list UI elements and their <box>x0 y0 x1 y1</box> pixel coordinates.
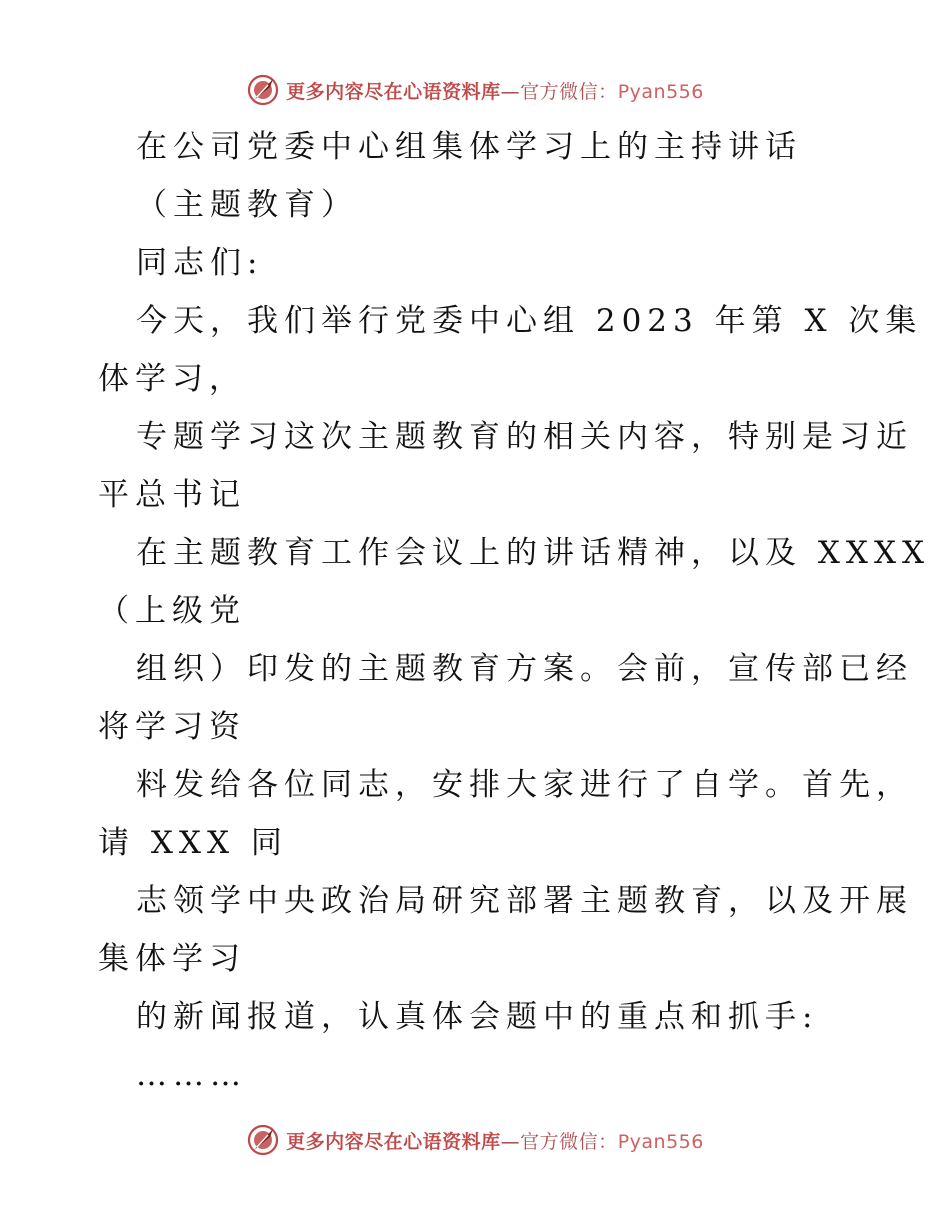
document-subtitle: （主题教育） <box>136 187 358 223</box>
footer-watermark-banner <box>0 1120 950 1160</box>
text-line: 将学习资 <box>98 709 246 745</box>
watermark-wechat-id: Pyan556 <box>617 80 704 103</box>
watermark-brand: 更多内容尽在心语资料库 <box>286 1130 501 1153</box>
watermark-wechat-label: 官方微信： <box>520 1130 618 1153</box>
ellipsis-line: ……… <box>136 1057 247 1093</box>
header-watermark-banner <box>0 70 950 110</box>
text-line: 组织）印发的主题教育方案。会前，宣传部已经 <box>136 651 913 687</box>
watermark-content <box>246 1123 704 1157</box>
quill-seal-logo-icon <box>246 1123 280 1157</box>
text-line: 料发给各位同志，安排大家进行了自学。首先， <box>136 767 913 803</box>
watermark-content <box>246 73 704 107</box>
watermark-text <box>286 1127 704 1154</box>
watermark-wechat-label: 官方微信： <box>520 80 618 103</box>
text-line: （上级党 <box>98 593 246 629</box>
text-line: 请 XXX 同 <box>98 825 288 861</box>
text-line: 集体学习 <box>98 941 246 977</box>
watermark-text <box>286 77 704 104</box>
text-line: 今天，我们举行党委中心组 2023 年第 X 次集 <box>136 303 923 339</box>
watermark-dash: — <box>500 1130 521 1153</box>
watermark-wechat-id: Pyan556 <box>617 1130 704 1153</box>
document-body <box>98 118 931 1104</box>
watermark-brand: 更多内容尽在心语资料库 <box>286 80 501 103</box>
text-line: 专题学习这次主题教育的相关内容，特别是习近 <box>136 419 913 455</box>
text-line: 体学习， <box>98 361 246 397</box>
salutation: 同志们: <box>136 245 264 281</box>
watermark-dash: — <box>500 80 521 103</box>
quill-seal-logo-icon <box>246 73 280 107</box>
text-line: 平总书记 <box>98 477 246 513</box>
document-title: 在公司党委中心组集体学习上的主持讲话 <box>136 129 802 165</box>
text-line: 志领学中央政治局研究部署主题教育，以及开展 <box>136 883 913 919</box>
text-line: 的新闻报道，认真体会题中的重点和抓手: <box>136 999 819 1035</box>
text-line: 在主题教育工作会议上的讲话精神，以及 XXXX <box>136 535 931 571</box>
